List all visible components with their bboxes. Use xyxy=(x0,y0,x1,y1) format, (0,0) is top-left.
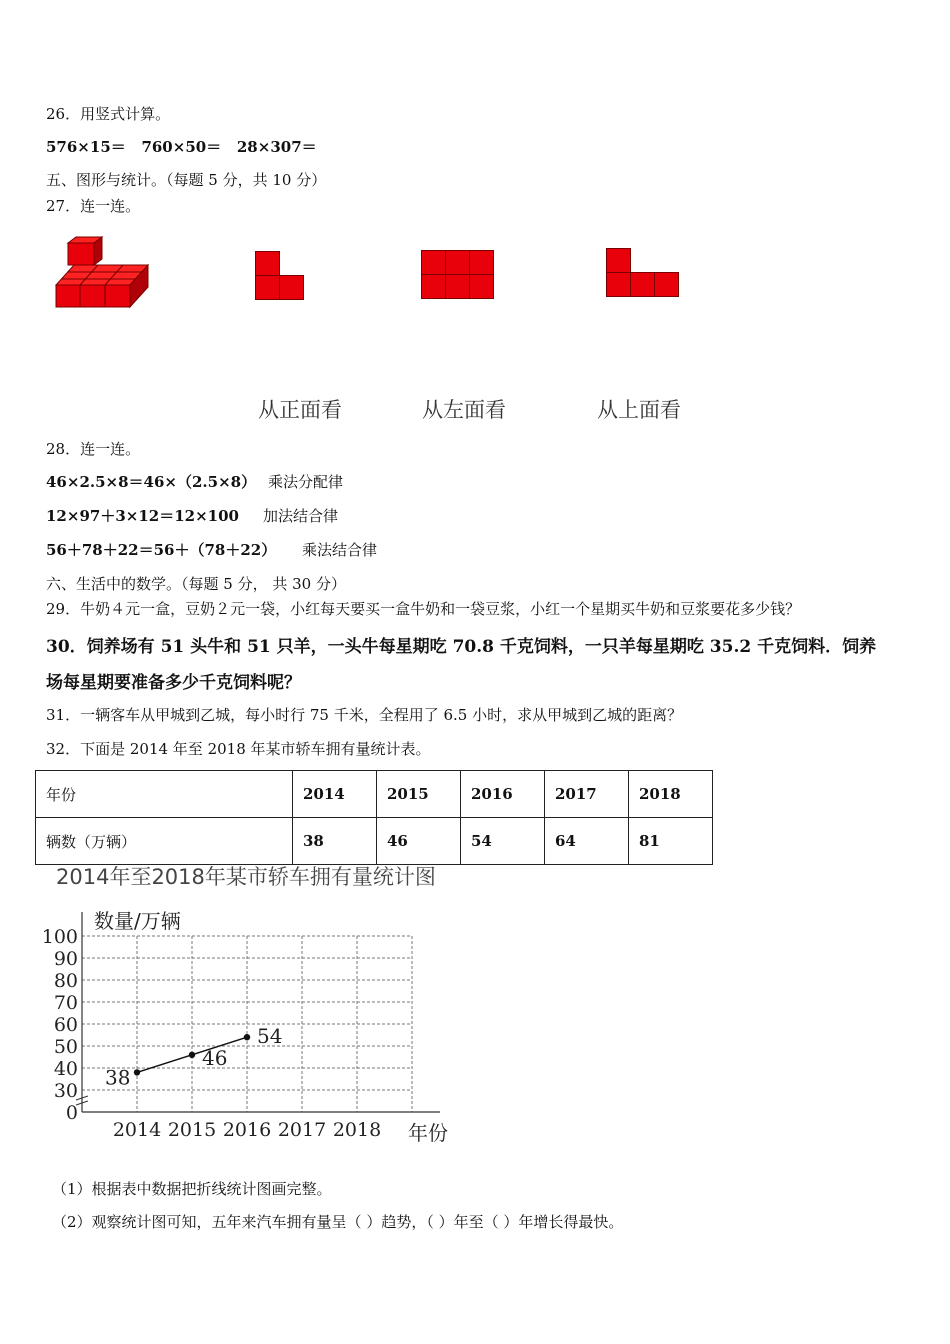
chart-series xyxy=(105,1024,282,1089)
data-point xyxy=(134,1069,140,1075)
q27-title: 27．连一连。 xyxy=(46,197,141,215)
y-tick-label: 30 xyxy=(53,1080,78,1102)
table-cell: 2016 xyxy=(461,771,545,818)
x-tick-label: 2018 xyxy=(332,1119,382,1141)
x-tick-label: 2016 xyxy=(222,1119,272,1141)
q32-title: 32．下面是 2014 年至 2018 年某市轿车拥有量统计表。 xyxy=(46,740,431,758)
q32-sub-1: （1）根据表中数据把折线统计图画完整。 xyxy=(52,1180,332,1198)
y-tick-label: 80 xyxy=(53,970,78,992)
data-label: 46 xyxy=(202,1045,228,1070)
data-label: 54 xyxy=(257,1024,283,1049)
q26-expr-3: 28×307＝ xyxy=(236,138,317,156)
chart-x-axis-label: 年份 xyxy=(408,1121,448,1145)
x-tick-label: 2015 xyxy=(167,1119,217,1141)
q29-text: 29．牛奶４元一盒，豆奶２元一袋，小红每天要买一盒牛奶和一袋豆浆，小红一个星期买牛奶和豆浆要花多少钱？ xyxy=(46,600,801,618)
q26-expressions xyxy=(46,136,317,157)
table-header-year: 年份 xyxy=(36,771,293,818)
q31-text: 31．一辆客车从甲城到乙城，每小时行 75 千米，全程用了 6.5 小时，求从甲城到乙城的距离？ xyxy=(46,706,683,724)
chart-y-ticks xyxy=(42,926,78,1124)
table-cell: 2015 xyxy=(377,771,461,818)
q26-expr-1: 576×15＝ xyxy=(46,138,126,156)
table-cell: 2018 xyxy=(629,771,713,818)
section-5-heading: 五、图形与统计。（每题 5 分，共 10 分） xyxy=(46,171,327,189)
q28-law-3: 乘法结合律 xyxy=(302,541,378,559)
q26-expr-2: 760×50＝ xyxy=(141,138,222,156)
q32-sub-2: （2）观察统计图可知，五年来汽车拥有量呈（ ）趋势，（ ）年至（ ）年增长得最快。 xyxy=(52,1213,624,1231)
y-tick-label: 0 xyxy=(65,1102,78,1124)
table-row xyxy=(36,818,713,865)
caption-left-view: 从左面看 xyxy=(422,398,506,422)
q28-law-2: 加法结合律 xyxy=(263,507,339,525)
q30-line-2: 场每星期要准备多少千克饲料呢？ xyxy=(46,673,301,693)
table-cell: 2017 xyxy=(545,771,629,818)
x-tick-label: 2014 xyxy=(112,1119,162,1141)
block-solid-figure xyxy=(50,235,150,310)
table-cell: 64 xyxy=(545,818,629,865)
y-tick-label: 50 xyxy=(53,1036,78,1058)
table-cell: 2014 xyxy=(293,771,377,818)
table-row xyxy=(36,771,713,818)
view-shape-rectangle xyxy=(421,250,494,300)
y-tick-label: 70 xyxy=(53,992,78,1014)
q28-law-1: 乘法分配律 xyxy=(268,473,344,491)
x-tick-label: 2017 xyxy=(277,1119,327,1141)
q28-expr-2: 12×97＋3×12＝12×100 xyxy=(46,507,239,525)
chart-axes xyxy=(76,912,440,1112)
stats-table xyxy=(35,770,713,865)
chart-x-ticks xyxy=(113,1119,381,1141)
chart-grid xyxy=(82,936,412,1112)
q28-title: 28．连一连。 xyxy=(46,440,141,458)
chart-title: 2014年至2018年某市轿车拥有量统计图 xyxy=(56,865,436,889)
table-cell: 38 xyxy=(293,818,377,865)
table-cell: 46 xyxy=(377,818,461,865)
data-point xyxy=(189,1052,195,1058)
view-shape-l xyxy=(255,251,305,301)
table-cell: 54 xyxy=(461,818,545,865)
y-tick-label: 60 xyxy=(53,1014,78,1036)
section-6-heading: 六、生活中的数学。（每题 5 分， 共 30 分） xyxy=(46,575,346,593)
q30-line-1: 30．饲养场有 51 头牛和 51 只羊，一头牛每星期吃 70.8 千克饲料，一只羊每星期吃 35.2 千克饲料．饲养 xyxy=(46,637,877,657)
line-chart xyxy=(30,862,470,1152)
y-tick-label: 90 xyxy=(53,948,78,970)
q26-title: 26．用竖式计算。 xyxy=(46,105,171,123)
caption-top-view: 从上面看 xyxy=(597,398,681,422)
q28-expr-1: 46×2.5×8＝46×（2.5×8） xyxy=(46,473,257,491)
y-tick-label: 100 xyxy=(41,926,78,948)
caption-front-view: 从正面看 xyxy=(258,398,342,422)
y-tick-label: 40 xyxy=(53,1058,78,1080)
chart-y-axis-label: 数量/万辆 xyxy=(94,909,181,933)
view-shape-long-l xyxy=(606,248,680,298)
data-label: 38 xyxy=(105,1065,131,1090)
table-cell: 81 xyxy=(629,818,713,865)
data-point xyxy=(244,1034,250,1040)
q28-expr-3: 56＋78＋22＝56＋（78＋22） xyxy=(46,541,277,559)
table-header-count: 辆数（万辆） xyxy=(36,818,293,865)
